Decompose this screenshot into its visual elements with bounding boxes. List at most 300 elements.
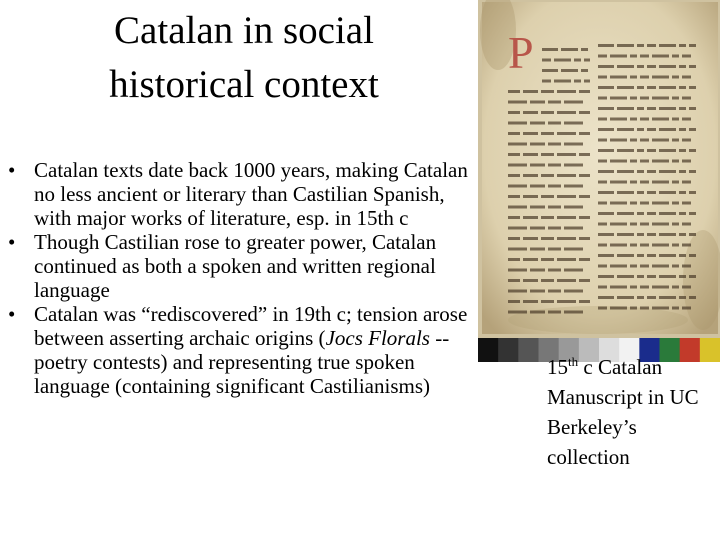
ink-word	[564, 269, 583, 272]
ink-word	[659, 233, 676, 236]
ink-word	[652, 76, 669, 79]
ink-word	[659, 191, 676, 194]
ink-word	[617, 170, 634, 173]
ink-word	[598, 307, 607, 310]
ink-word	[640, 118, 649, 121]
ink-word	[679, 170, 686, 173]
ink-word	[682, 307, 691, 310]
ink-word	[679, 65, 686, 68]
ink-word	[508, 269, 527, 272]
ink-word	[564, 206, 583, 209]
ink-word	[523, 258, 538, 261]
ink-word	[541, 195, 554, 198]
bullet-item	[8, 302, 478, 398]
ink-word	[647, 128, 656, 131]
ink-word	[637, 65, 644, 68]
ink-word	[523, 174, 538, 177]
ink-word	[672, 97, 679, 100]
ink-word	[557, 111, 576, 114]
ink-word	[659, 44, 676, 47]
ink-word	[689, 212, 696, 215]
ink-word	[598, 296, 614, 299]
ink-word	[541, 279, 554, 282]
bullet-text-italic: Jocs Florals	[325, 326, 430, 350]
ink-word	[679, 212, 686, 215]
ink-word	[598, 55, 607, 58]
ink-word	[564, 290, 583, 293]
ink-word	[598, 233, 614, 236]
ink-word	[530, 143, 545, 146]
ink-word	[630, 223, 637, 226]
ink-word	[542, 69, 558, 72]
ink-word	[689, 86, 696, 89]
ink-word	[508, 90, 520, 93]
ink-word	[508, 248, 527, 251]
ink-word	[548, 248, 561, 251]
ink-word	[548, 122, 561, 125]
ink-word	[598, 149, 614, 152]
ink-word	[564, 122, 583, 125]
ink-word	[557, 132, 576, 135]
ink-word	[598, 128, 614, 131]
ink-word	[579, 279, 590, 282]
ink-word	[542, 48, 558, 51]
ink-word	[652, 139, 669, 142]
ink-word	[610, 307, 627, 310]
ink-word	[508, 132, 520, 135]
ink-word	[541, 237, 554, 240]
ink-word	[508, 122, 527, 125]
caption-number: 15	[547, 355, 568, 379]
ink-word	[530, 185, 545, 188]
ink-word	[647, 212, 656, 215]
ink-word	[672, 265, 679, 268]
ink-word	[652, 55, 669, 58]
ink-word	[541, 90, 554, 93]
ink-word	[584, 59, 590, 62]
ink-word	[508, 185, 527, 188]
ink-word	[679, 128, 686, 131]
ink-word	[652, 160, 669, 163]
bullet-text-part: Though Castilian rose to greater power, Catalan continued as both a spoken and written regional language	[34, 230, 437, 302]
ink-word	[630, 139, 637, 142]
ink-word	[598, 86, 614, 89]
ink-word	[541, 174, 554, 177]
ink-word	[689, 275, 696, 278]
ink-word	[637, 191, 644, 194]
ink-word	[640, 139, 649, 142]
manuscript-picture	[478, 0, 720, 362]
ink-word	[598, 139, 607, 142]
ink-word	[561, 69, 578, 72]
ink-word	[564, 227, 583, 230]
ink-word	[682, 181, 691, 184]
ink-word	[598, 76, 607, 79]
ink-word	[542, 80, 551, 83]
ink-word	[610, 97, 627, 100]
ink-word	[610, 139, 627, 142]
ink-word	[610, 160, 627, 163]
ink-word	[557, 90, 576, 93]
ink-word	[557, 153, 576, 156]
ink-word	[630, 118, 637, 121]
ink-word	[557, 174, 576, 177]
ink-word	[564, 311, 583, 314]
ink-word	[682, 139, 691, 142]
ink-word	[652, 181, 669, 184]
ink-word	[640, 286, 649, 289]
ink-word	[630, 181, 637, 184]
ink-word	[598, 118, 607, 121]
ink-word	[640, 223, 649, 226]
ink-word	[640, 265, 649, 268]
ink-word	[508, 290, 527, 293]
ink-word	[523, 153, 538, 156]
ink-word	[554, 59, 571, 62]
ink-word	[508, 237, 520, 240]
ink-word	[640, 181, 649, 184]
ink-word	[647, 233, 656, 236]
ink-word	[548, 185, 561, 188]
ink-word	[598, 286, 607, 289]
ink-word	[672, 76, 679, 79]
ink-word	[617, 296, 634, 299]
ink-word	[530, 164, 545, 167]
ink-word	[689, 44, 696, 47]
ink-word	[508, 300, 520, 303]
bullet-marker: •	[8, 302, 16, 326]
ink-word	[598, 44, 614, 47]
ink-word	[659, 86, 676, 89]
color-swatch	[478, 338, 499, 362]
ink-word	[672, 202, 679, 205]
ink-word	[640, 307, 649, 310]
ink-word	[682, 202, 691, 205]
ink-word	[564, 248, 583, 251]
ink-word	[689, 233, 696, 236]
ink-word	[652, 118, 669, 121]
ink-word	[679, 275, 686, 278]
image-caption	[547, 352, 717, 472]
ink-word	[682, 97, 691, 100]
ink-word	[672, 181, 679, 184]
ink-word	[637, 254, 644, 257]
ink-word	[630, 244, 637, 247]
ink-word	[682, 160, 691, 163]
ink-word	[579, 90, 590, 93]
ink-word	[579, 300, 590, 303]
ink-word	[640, 160, 649, 163]
ink-word	[672, 307, 679, 310]
bullet-marker: •	[8, 158, 16, 182]
ink-word	[508, 153, 520, 156]
ink-word	[530, 122, 545, 125]
bullet-text	[34, 158, 468, 230]
ink-word	[610, 244, 627, 247]
ink-word	[640, 55, 649, 58]
ink-word	[652, 202, 669, 205]
ink-word	[598, 107, 614, 110]
ink-word	[598, 65, 614, 68]
ink-word	[541, 111, 554, 114]
ink-word	[640, 76, 649, 79]
color-swatch	[518, 338, 539, 362]
ink-word	[679, 191, 686, 194]
ink-word	[508, 195, 520, 198]
ink-word	[689, 170, 696, 173]
ink-word	[617, 107, 634, 110]
ink-word	[598, 265, 607, 268]
ink-word	[647, 296, 656, 299]
ink-word	[682, 76, 691, 79]
ink-word	[682, 55, 691, 58]
ink-word	[672, 286, 679, 289]
ink-word	[689, 296, 696, 299]
ink-word	[640, 202, 649, 205]
ink-word	[689, 191, 696, 194]
ink-word	[647, 44, 656, 47]
ink-word	[689, 128, 696, 131]
ink-word	[630, 160, 637, 163]
ink-word	[637, 275, 644, 278]
ink-word	[617, 212, 634, 215]
bullet-item	[8, 230, 478, 302]
ink-word	[541, 132, 554, 135]
ink-word	[530, 227, 545, 230]
ink-word	[672, 139, 679, 142]
ink-word	[617, 254, 634, 257]
ink-word	[508, 164, 527, 167]
ink-word	[579, 195, 590, 198]
ink-word	[617, 128, 634, 131]
ink-word	[530, 290, 545, 293]
ink-word	[637, 296, 644, 299]
bullet-text-part: Catalan was “rediscovered” in 19th c; tension arose between asserting archaic origins (	[34, 302, 468, 350]
ink-word	[679, 296, 686, 299]
ink-word	[561, 48, 578, 51]
bullet-item	[8, 158, 478, 230]
bullet-list	[8, 158, 478, 398]
ink-word	[659, 65, 676, 68]
ink-word	[659, 107, 676, 110]
ink-word	[598, 181, 607, 184]
ink-word	[647, 254, 656, 257]
ink-word	[523, 300, 538, 303]
ink-word	[579, 132, 590, 135]
ink-word	[647, 65, 656, 68]
ink-word	[679, 86, 686, 89]
ink-word	[548, 290, 561, 293]
ink-word	[579, 111, 590, 114]
ink-word	[679, 233, 686, 236]
caption-text: c Catalan Manuscript in UC Berkeley’s collection	[547, 355, 699, 469]
caption-superscript: th	[568, 354, 579, 369]
ink-word	[508, 279, 520, 282]
ink-word	[508, 258, 520, 261]
ink-word	[659, 296, 676, 299]
ink-word	[689, 65, 696, 68]
ink-word	[508, 227, 527, 230]
ink-word	[652, 244, 669, 247]
ink-word	[579, 237, 590, 240]
ink-word	[598, 160, 607, 163]
ink-word	[557, 279, 576, 282]
ink-word	[564, 101, 583, 104]
ink-word	[610, 55, 627, 58]
ink-word	[682, 265, 691, 268]
ink-word	[630, 286, 637, 289]
ink-word	[541, 153, 554, 156]
ink-word	[617, 86, 634, 89]
ink-word	[672, 55, 679, 58]
ink-word	[557, 258, 576, 261]
ink-word	[574, 80, 581, 83]
bullet-text-part: Catalan texts date back 1000 years, making Catalan no less ancient or literary than Castilian Spanish, with major works of literature, esp. in 15th c	[34, 158, 468, 230]
ink-word	[640, 244, 649, 247]
ink-word	[637, 128, 644, 131]
ink-word	[617, 191, 634, 194]
ink-word	[630, 76, 637, 79]
ink-word	[659, 212, 676, 215]
illuminated-initial: P	[508, 27, 534, 78]
ink-word	[689, 149, 696, 152]
ink-word	[530, 206, 545, 209]
ink-word	[508, 143, 527, 146]
ink-word	[647, 86, 656, 89]
ink-word	[574, 59, 581, 62]
ink-word	[659, 254, 676, 257]
ink-word	[579, 216, 590, 219]
ink-word	[530, 101, 545, 104]
ink-word	[523, 195, 538, 198]
ink-word	[647, 149, 656, 152]
ink-word	[523, 90, 538, 93]
ink-word	[584, 80, 590, 83]
ink-word	[548, 227, 561, 230]
ink-word	[598, 223, 607, 226]
ink-word	[610, 286, 627, 289]
ink-word	[598, 202, 607, 205]
ink-word	[542, 59, 551, 62]
ink-word	[682, 244, 691, 247]
ink-word	[598, 191, 614, 194]
ink-word	[652, 307, 669, 310]
ink-word	[672, 118, 679, 121]
ink-word	[541, 258, 554, 261]
ink-word	[579, 258, 590, 261]
ink-word	[647, 191, 656, 194]
ink-word	[652, 265, 669, 268]
ink-word	[548, 206, 561, 209]
ink-word	[652, 223, 669, 226]
ink-word	[682, 286, 691, 289]
ink-word	[630, 97, 637, 100]
ink-word	[679, 44, 686, 47]
ink-word	[679, 254, 686, 257]
ink-word	[598, 254, 614, 257]
bullet-text	[34, 302, 467, 398]
ink-word	[548, 164, 561, 167]
ink-word	[564, 185, 583, 188]
ink-word	[679, 107, 686, 110]
ink-word	[617, 65, 634, 68]
ink-word	[508, 111, 520, 114]
ink-word	[652, 97, 669, 100]
bullet-text-part: -- poetry contests) and representing true spoken language (containing significant Castilianisms)	[34, 326, 450, 398]
ink-word	[672, 244, 679, 247]
ink-word	[579, 174, 590, 177]
bullet-marker: •	[8, 230, 16, 254]
ink-word	[610, 202, 627, 205]
ink-word	[523, 216, 538, 219]
ink-word	[637, 107, 644, 110]
ink-word	[630, 202, 637, 205]
ink-word	[598, 275, 614, 278]
ink-word	[557, 300, 576, 303]
ink-word	[610, 265, 627, 268]
ink-word	[647, 107, 656, 110]
ink-word	[682, 223, 691, 226]
bullet-text	[34, 230, 436, 302]
ink-word	[523, 132, 538, 135]
ink-word	[610, 76, 627, 79]
ink-word	[637, 212, 644, 215]
ink-word	[630, 55, 637, 58]
ink-word	[523, 279, 538, 282]
ink-word	[630, 265, 637, 268]
ink-word	[689, 254, 696, 257]
ink-word	[557, 237, 576, 240]
ink-word	[508, 206, 527, 209]
ink-word	[598, 212, 614, 215]
ink-word	[647, 275, 656, 278]
ink-word	[530, 248, 545, 251]
ink-word	[637, 86, 644, 89]
ink-word	[617, 44, 634, 47]
ink-word	[637, 233, 644, 236]
ink-word	[554, 80, 571, 83]
ink-word	[652, 286, 669, 289]
ink-word	[508, 216, 520, 219]
ink-word	[659, 275, 676, 278]
ink-word	[679, 149, 686, 152]
ink-word	[523, 237, 538, 240]
ink-word	[659, 170, 676, 173]
ink-word	[637, 44, 644, 47]
ink-word	[530, 269, 545, 272]
ink-word	[598, 244, 607, 247]
ink-word	[530, 311, 545, 314]
ink-word	[564, 143, 583, 146]
ink-word	[557, 195, 576, 198]
ink-word	[508, 311, 527, 314]
ink-word	[672, 160, 679, 163]
color-swatch	[498, 338, 519, 362]
ink-word	[637, 170, 644, 173]
ink-word	[610, 181, 627, 184]
ink-word	[659, 128, 676, 131]
ink-word	[659, 149, 676, 152]
ink-word	[598, 97, 607, 100]
ink-word	[630, 307, 637, 310]
ink-word	[610, 118, 627, 121]
ink-word	[672, 223, 679, 226]
ink-word	[548, 143, 561, 146]
ink-word	[640, 97, 649, 100]
ink-word	[617, 149, 634, 152]
ink-word	[610, 223, 627, 226]
ink-word	[541, 300, 554, 303]
